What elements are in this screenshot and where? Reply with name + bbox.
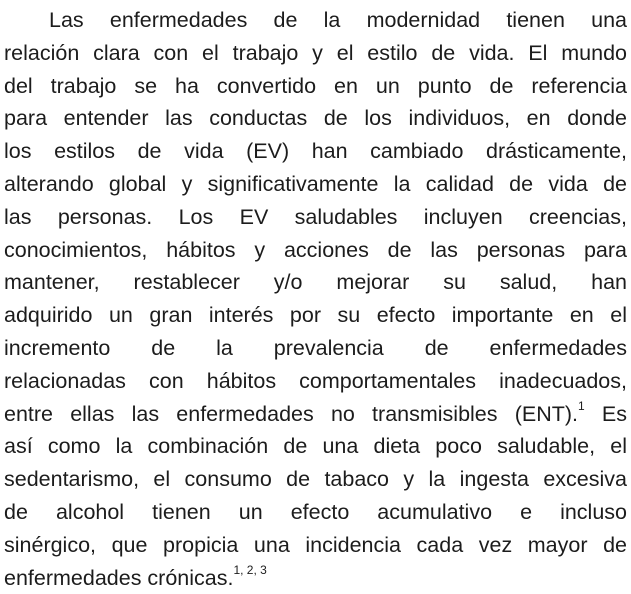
body-paragraph: [4, 4, 627, 594]
text-line-content: enfermedades crónicas.: [4, 565, 234, 590]
text-line: de alcohol tienen un efecto acumulativo e incluso: [4, 499, 627, 524]
text-line: Las enfermedades de la modernidad tienen una: [49, 8, 627, 32]
text-line: las personas. Los EV saludables incluyen creencias,: [4, 204, 627, 229]
text-line: adquirido un gran interés por su efecto importante en el: [4, 303, 627, 328]
text-line: los estilos de vida (EV) han cambiado drásticamente,: [4, 139, 627, 164]
text-line: del trabajo se ha convertido en un punto de referencia: [4, 73, 627, 98]
text-line: mantener, restablecer y/o mejorar su salud, han: [4, 270, 627, 295]
text-line-tail: Es: [601, 401, 627, 426]
text-line: incremento de la prevalencia de enfermedades: [4, 335, 627, 360]
text-line: así como la combinación de una dieta poco saludable, el: [4, 434, 627, 459]
text-line: sedentarismo, el consumo de tabaco y la ingesta excesiva: [4, 467, 627, 492]
text-line: para entender las conductas de los individuos, en donde: [4, 106, 627, 131]
citation-superscript: 1, 2, 3: [233, 563, 267, 578]
text-line: [4, 562, 627, 594]
text-line: relación clara con el trabajo y el estilo de vida. El mundo: [4, 40, 627, 65]
text-line-content: entre ellas las enfermedades no transmisibles (ENT).: [4, 401, 578, 426]
text-line: relacionadas con hábitos comportamentales inadecuados,: [4, 368, 627, 393]
text-line: alterando global y significativamente la calidad de vida de: [4, 171, 627, 196]
text-line: [4, 398, 627, 431]
text-line: conocimientos, hábitos y acciones de las personas para: [4, 237, 627, 262]
citation-superscript: 1: [578, 399, 585, 414]
text-line: sinérgico, que propicia una incidencia cada vez mayor de: [4, 532, 627, 557]
